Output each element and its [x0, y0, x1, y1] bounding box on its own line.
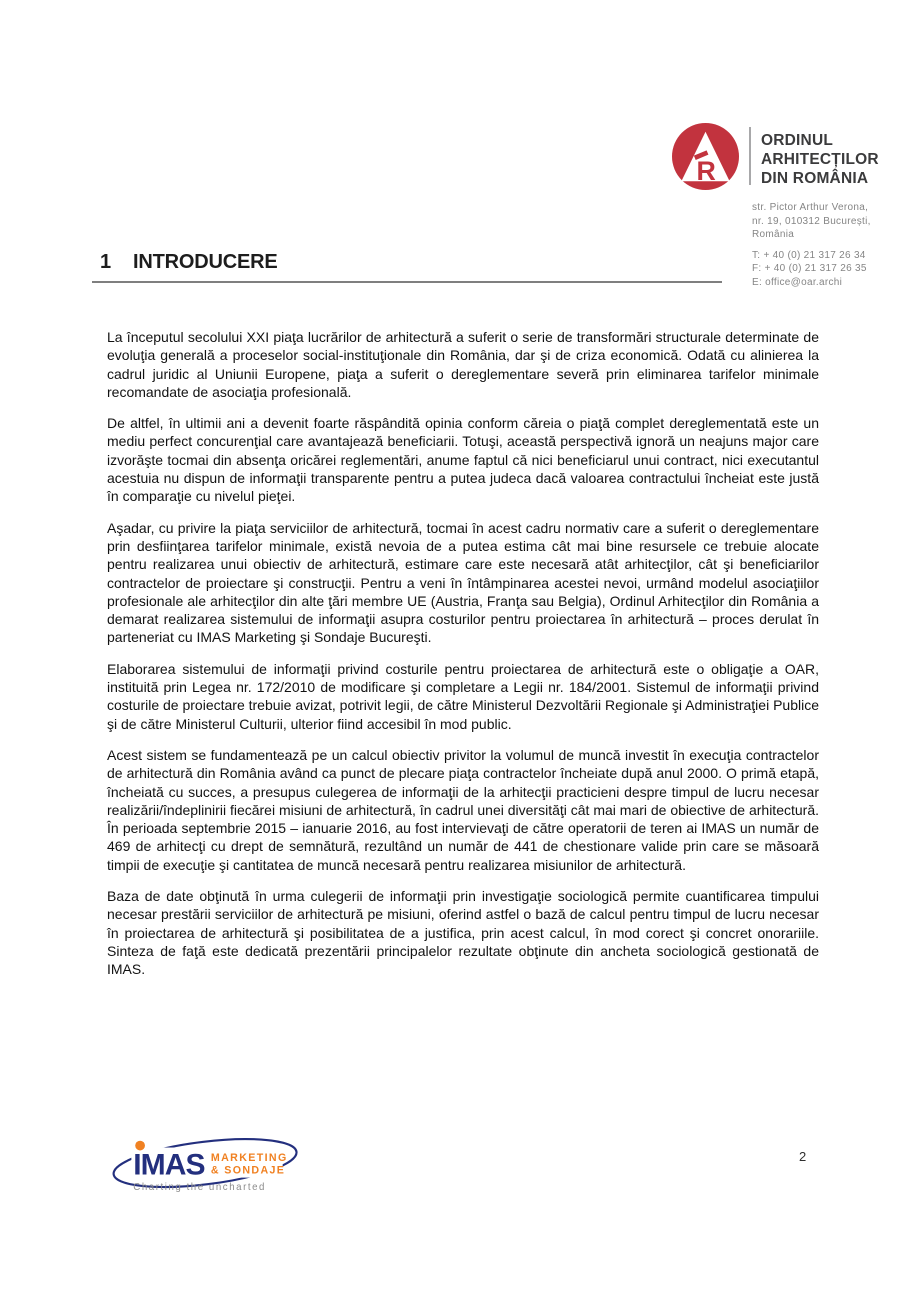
paragraph-4: Elaborarea sistemului de informaţii privind costurile pentru proiectarea de arhitectură este o obligaţie a OAR, instituită prin Legea nr. 172/2010 de modificare şi completare a Legii nr. 184/2001. Sistemul de informaţii privind costurile de proiectare trebuie avizat, potrivit legii, de către Ministerul Dezvoltării Regionale şi Administraţiei Publice şi de către Ministerul Culturii, ulterior fiind accesibil în mod public. — [107, 660, 819, 732]
paragraph-6: Baza de date obţinută în urma culegerii de informaţii prin investigaţie sociologică permite cuantificarea timpului necesar prestării serviciilor de arhitectură pe misiuni, oferind astfel o bază de calcul pentru timpul de lucru necesar în proiectarea de arhitectură şi posibilitatea de a justifica, prin acest calcul, în mod corect şi concret onorariile. Sinteza de faţă este dedicată prezentării principalelor rezultate obţinute din ancheta sociologică gestionată de IMAS. — [107, 888, 819, 978]
address-line1: str. Pictor Arthur Verona, — [752, 202, 869, 213]
section-number: 1 — [100, 251, 111, 273]
org-name-line2: ARHITECȚILOR — [761, 151, 879, 168]
address-line3: România — [752, 229, 795, 240]
oar-logo-icon — [672, 123, 739, 190]
address-line2: nr. 19, 010312 București, — [752, 215, 871, 227]
org-name-line3: DIN ROMÂNIA — [761, 170, 869, 187]
body-text — [107, 328, 819, 992]
contact-block — [752, 201, 871, 289]
paragraph-5: Acest sistem se fundamentează pe un calcul obiectiv privitor la volumul de muncă investit în execuţia contractelor de arhitectură din România având ca punct de plecare piaţa contractelor încheiate după anul 2000. O primă etapă, încheiată cu succes, a presupus culegerea de informaţii de la arhitecţii practicieni despre timpul de lucru necesar realizării/îndeplinirii fiecărei misiuni de arhitectură, în cadrul unei diversităţi cât mai mari de obiective de arhitectură. În perioada septembrie 2015 – ianuarie 2016, au fost intervievaţi de către operatorii de teren ai IMAS un număr de 469 de arhitecţi cu drept de semnătură, rezultând un număr de 441 de chestionare valide prin care se măsoară timpii de execuţie şi cantitatea de muncă necesară pentru realizarea misiunilor de arhitectură. — [107, 746, 819, 873]
org-name-line1: ORDINUL — [761, 132, 834, 149]
imas-sub-line2: & SONDAJE — [210, 1164, 286, 1177]
paragraph-1: La începutul secolului XXI piaţa lucrărilor de arhitectură a suferit o serie de transformări structurale determinate de evoluţia generală a proceselor social-instituţionale din România, dar şi de criza economică. Odată cu alinierea la cadrul juridic al Uniunii Europene, piaţa a suferit o dereglementare severă prin eliminarea tarifelor minimale recomandate de asociaţia profesională. — [107, 329, 819, 400]
oar-logo-letter: R — [696, 155, 716, 186]
page-number: 2 — [799, 1149, 807, 1164]
imas-sub-line1: MARKETING — [210, 1152, 288, 1165]
section-heading — [100, 251, 277, 274]
imas-logo-icon — [110, 1133, 304, 1197]
section-title: INTRODUCERE — [133, 251, 278, 273]
paragraph-3: Aşadar, cu privire la piaţa serviciilor de arhitectură, tocmai în acest cadru normativ care a suferit o dereglementare prin desfiinţarea tarifelor minimale, există nevoia de a putea estima cât mai bine resursele ce trebuie alocate pentru realizarea unui obiectiv de arhitectură, estimare care este necesară atât arhitecţilor, cât şi beneficiarilor contractelor de proiectare şi construcţii. Pentru a veni în întâmpinarea acestei nevoi, urmând modelul asociaţiilor profesionale ale arhitecţilor din alte ţări membre UE (Austria, Franţa sau Belgia), Ordinul Arhitecţilor din România a demarat realizarea sistemului de informaţii asupra costurilor pentru proiectarea în arhitectură – proces derulat în parteneriat cu IMAS Marketing şi Sondaje Bucureşti. — [107, 519, 819, 646]
phone-line: T: + 40 (0) 21 317 26 34 — [752, 249, 866, 261]
fax-line: F: + 40 (0) 21 317 26 35 — [752, 263, 867, 274]
email-line: E: office@oar.archi — [752, 276, 843, 288]
paragraph-2: De altfel, în ultimii ani a devenit foarte răspândită opinia conform căreia o piaţă complet dereglementată este un mediu perfect concurenţial care avantajează beneficiarii. Totuşi, această perspectivă ignoră un neajuns major care izvorăşte tocmai din absenţa oricărei reglementări, anume faptul că nici beneficiarul unui contract, nici executantul acestuia nu dispun de informaţii transparente pentru a putea judeca dacă valoarea contractului încheiat este justă în comparaţie cu nivelul pieţei. — [107, 415, 819, 505]
imas-wordmark: IMAS — [133, 1148, 205, 1182]
header-divider — [749, 127, 751, 185]
org-name — [761, 131, 879, 188]
imas-tagline: Charting the uncharted — [133, 1182, 267, 1194]
heading-rule — [92, 281, 722, 283]
